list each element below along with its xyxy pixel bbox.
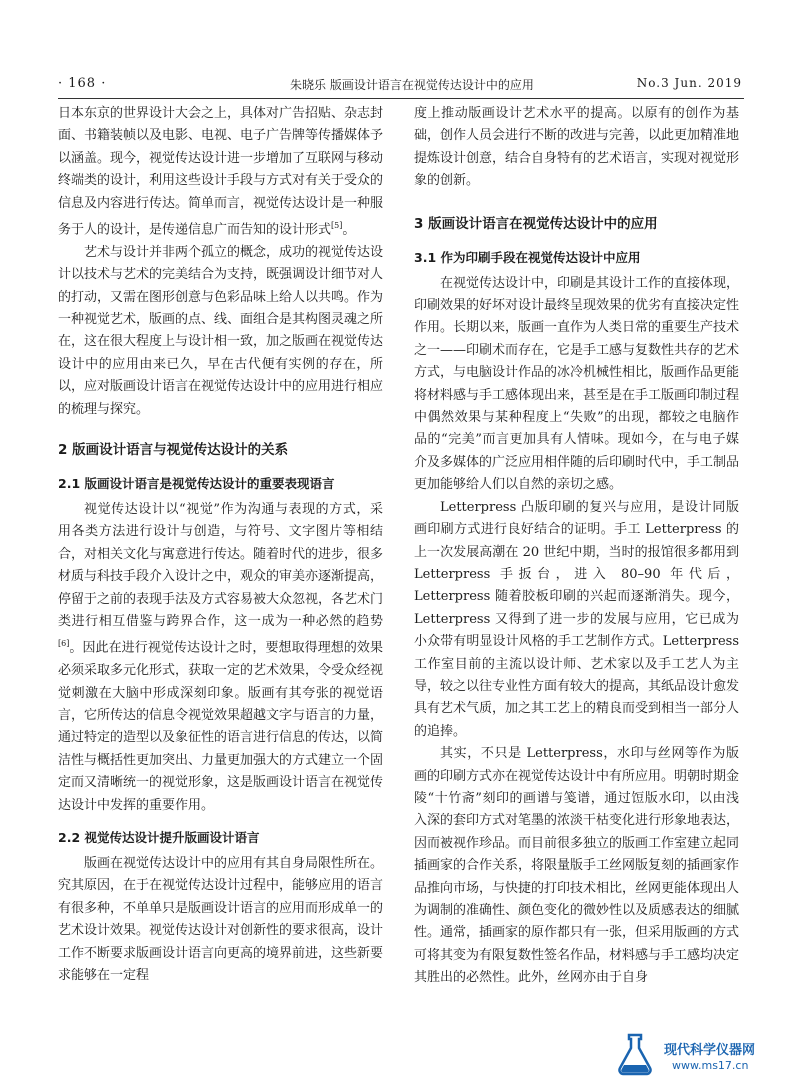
- issue-info: No.3 Jun. 2019: [636, 76, 742, 90]
- section-heading: 2 版画设计语言与视觉传达设计的关系: [58, 442, 289, 459]
- subsection-heading: 2.2 视觉传达设计提升版画设计语言: [58, 830, 260, 846]
- citation: [5]: [331, 221, 343, 231]
- paragraph: 视觉传达设计以“视觉”作为沟通与表现的方式，采用各类方法进行设计与创造，与符号、文字图片等相结合，对相关文化与寓意进行传达。随着时代的进步，很多材质与科技手段介入设计之中，观众的审美亦逐渐提高，停留于之前的表现手法及方式容易被大众忽视，各艺术门类进行相互借鉴与跨界合作，这一成为一种必然的趋势[6]。因此在进行视觉传达设计之时，要想取得理想的效果必须采取多元化形式，获取一定的艺术效果，令受众经视觉刺激在大脑中形成深刻印象。版画有其夸张的视觉语言，它所传达的信息令视觉效果超越文字与语言的力量，通过特定的造型以及象征性的语言进行信息的传达，以简洁性与概括性更加突出、力量更加强大的方式建立一个固定而又清晰统一的视觉形象，这是版画设计语言在视觉传达设计中发挥的重要作用。: [58, 502, 384, 813]
- paragraph: 日本东京的世界设计大会之上，具体对广告招贴、杂志封面、书籍装帧以及电影、电视、电子广告牌等传播媒体予以涵盖。现今，视觉传达设计进一步增加了互联网与移动终端类的设计，利用这些设计手段与方式对有关于受众的信息及内容进行传达。简单而言，视觉传达设计是一种服务于人的设计，是传递信息广而告知的设计形式[5]。: [58, 106, 384, 238]
- running-title: 朱晓乐 版画设计语言在视觉传达设计中的应用: [290, 78, 534, 92]
- subsection-heading: 3.1 作为印刷手段在视觉传达设计中应用: [414, 249, 641, 265]
- paragraph: Letterpress 凸版印刷的复兴与应用，是设计同版画印刷方式进行良好结合的证明。手工 Letterpress 的上一次发展高潮在 20 世纪中期，当时的报馆很多都用到 Letterpress 手扳台，进入 80–90 年代后，Letterpress 随着胶板印刷的兴起而逐渐消失。现今，Letterpress 又得到了进一步的发展与应用，它已成为小众带有明显设计风格的手工艺制作方式。Letterpress 工作室目前的主流以设计师、艺术家以及手工艺人为主导，较之以往专业性方面有较大的提高，其纸品设计愈发具有艺术气质，加之其工艺上的精良而受到相当一部分人的追捧。: [414, 499, 740, 739]
- paragraph: 在视觉传达设计中，印刷是其设计工作的直接体现，印刷效果的好坏对设计最终呈现效果的优劣有直接决定性作用。长期以来，版画一直作为人类日常的重要生产技术之一——印刷术而存在，它是手工感与复数性共存的艺术方式，与电脑设计作品的冰冷机械性相比，版画作品更能将材料感与手工感体现出来，甚至是在手工版画印制过程中偶然效果与某种程度上“失败”的出现，都较之电脑作品的“完美”而言更加具有人情味。现如今，在与电子媒介及多媒体的广泛应用相伴随的后印刷时代中，手工制品更加能够给人们以自然的亲切之感。: [414, 275, 740, 493]
- watermark-url: www.ms17.cn: [672, 1059, 749, 1072]
- paragraph: 其实，不只是 Letterpress，水印与丝网等作为版画的印刷方式亦在视觉传达设计中有所应用。明朝时期金陵“十竹斋”刻印的画谱与笺谱，通过饾版水印，以由浅入深的套印方式对笔墨的浓淡干枯变化进行形象地表达，因而被视作珍品。而目前很多独立的版画工作室建立起同插画家的合作关系，将限量版手工丝网版复刻的插画家作品推向市场，与快捷的打印技术相比，丝网更能体现出人为调制的准确性、颜色变化的微妙性以及质感表达的细腻性。通常，插画家的原作都只有一张，但采用版画的方式可将其变为有限复数性签名作品，材料感与手工感均决定其胜出的必然性。此外，丝网亦由于自身: [414, 746, 740, 986]
- header-rule: [58, 98, 744, 99]
- section-heading: 3 版画设计语言在视觉传达设计中的应用: [414, 215, 658, 232]
- flask-logo-icon: [612, 1031, 658, 1077]
- paragraph: 艺术与设计并非两个孤立的概念，成功的视觉传达设计以技术与艺术的完美结合为支持，既强调设计细节对人的打动，又需在图形创意与色彩品味上给人以共鸣。作为一种视觉艺术，版画的点、线、面组合是其构图灵魂之所在，这在很大程度上与设计相一致，加之版画在视觉传达设计中的应用由来已久，早在古代便有实例的存在，所以，应对版画设计语言在视觉传达设计中的应用进行相应的梳理与探究。: [58, 244, 384, 417]
- paragraph: 版画在视觉传达设计中的应用有其自身局限性所在。究其原因，在于在视觉传达设计过程中，能够应用的语言有很多种，不单单只是版画设计语言的应用而形成单一的艺术设计效果。视觉传达设计对创新性的要求很高，设计工作不断要求版画设计语言向更高的境界前进，这些新要求能够在一定程: [58, 856, 384, 984]
- right-column: [414, 103, 739, 990]
- watermark-site-name: 现代科学仪器网: [664, 1043, 756, 1058]
- watermark: [612, 1031, 792, 1081]
- left-column: [58, 103, 383, 987]
- subsection-heading: 2.1 版画设计语言是视觉传达设计的重要表现语言: [58, 476, 335, 492]
- paragraph: 度上推动版画设计艺术水平的提高。以原有的创作为基础，创作人员会进行不断的改进与完善，以此更加精准地提炼设计创意，结合自身特有的艺术语言，实现对视觉形象的创新。: [414, 106, 740, 189]
- page-number: · 168 ·: [58, 76, 107, 91]
- citation: [6]: [58, 639, 70, 649]
- page-header: [0, 0, 800, 100]
